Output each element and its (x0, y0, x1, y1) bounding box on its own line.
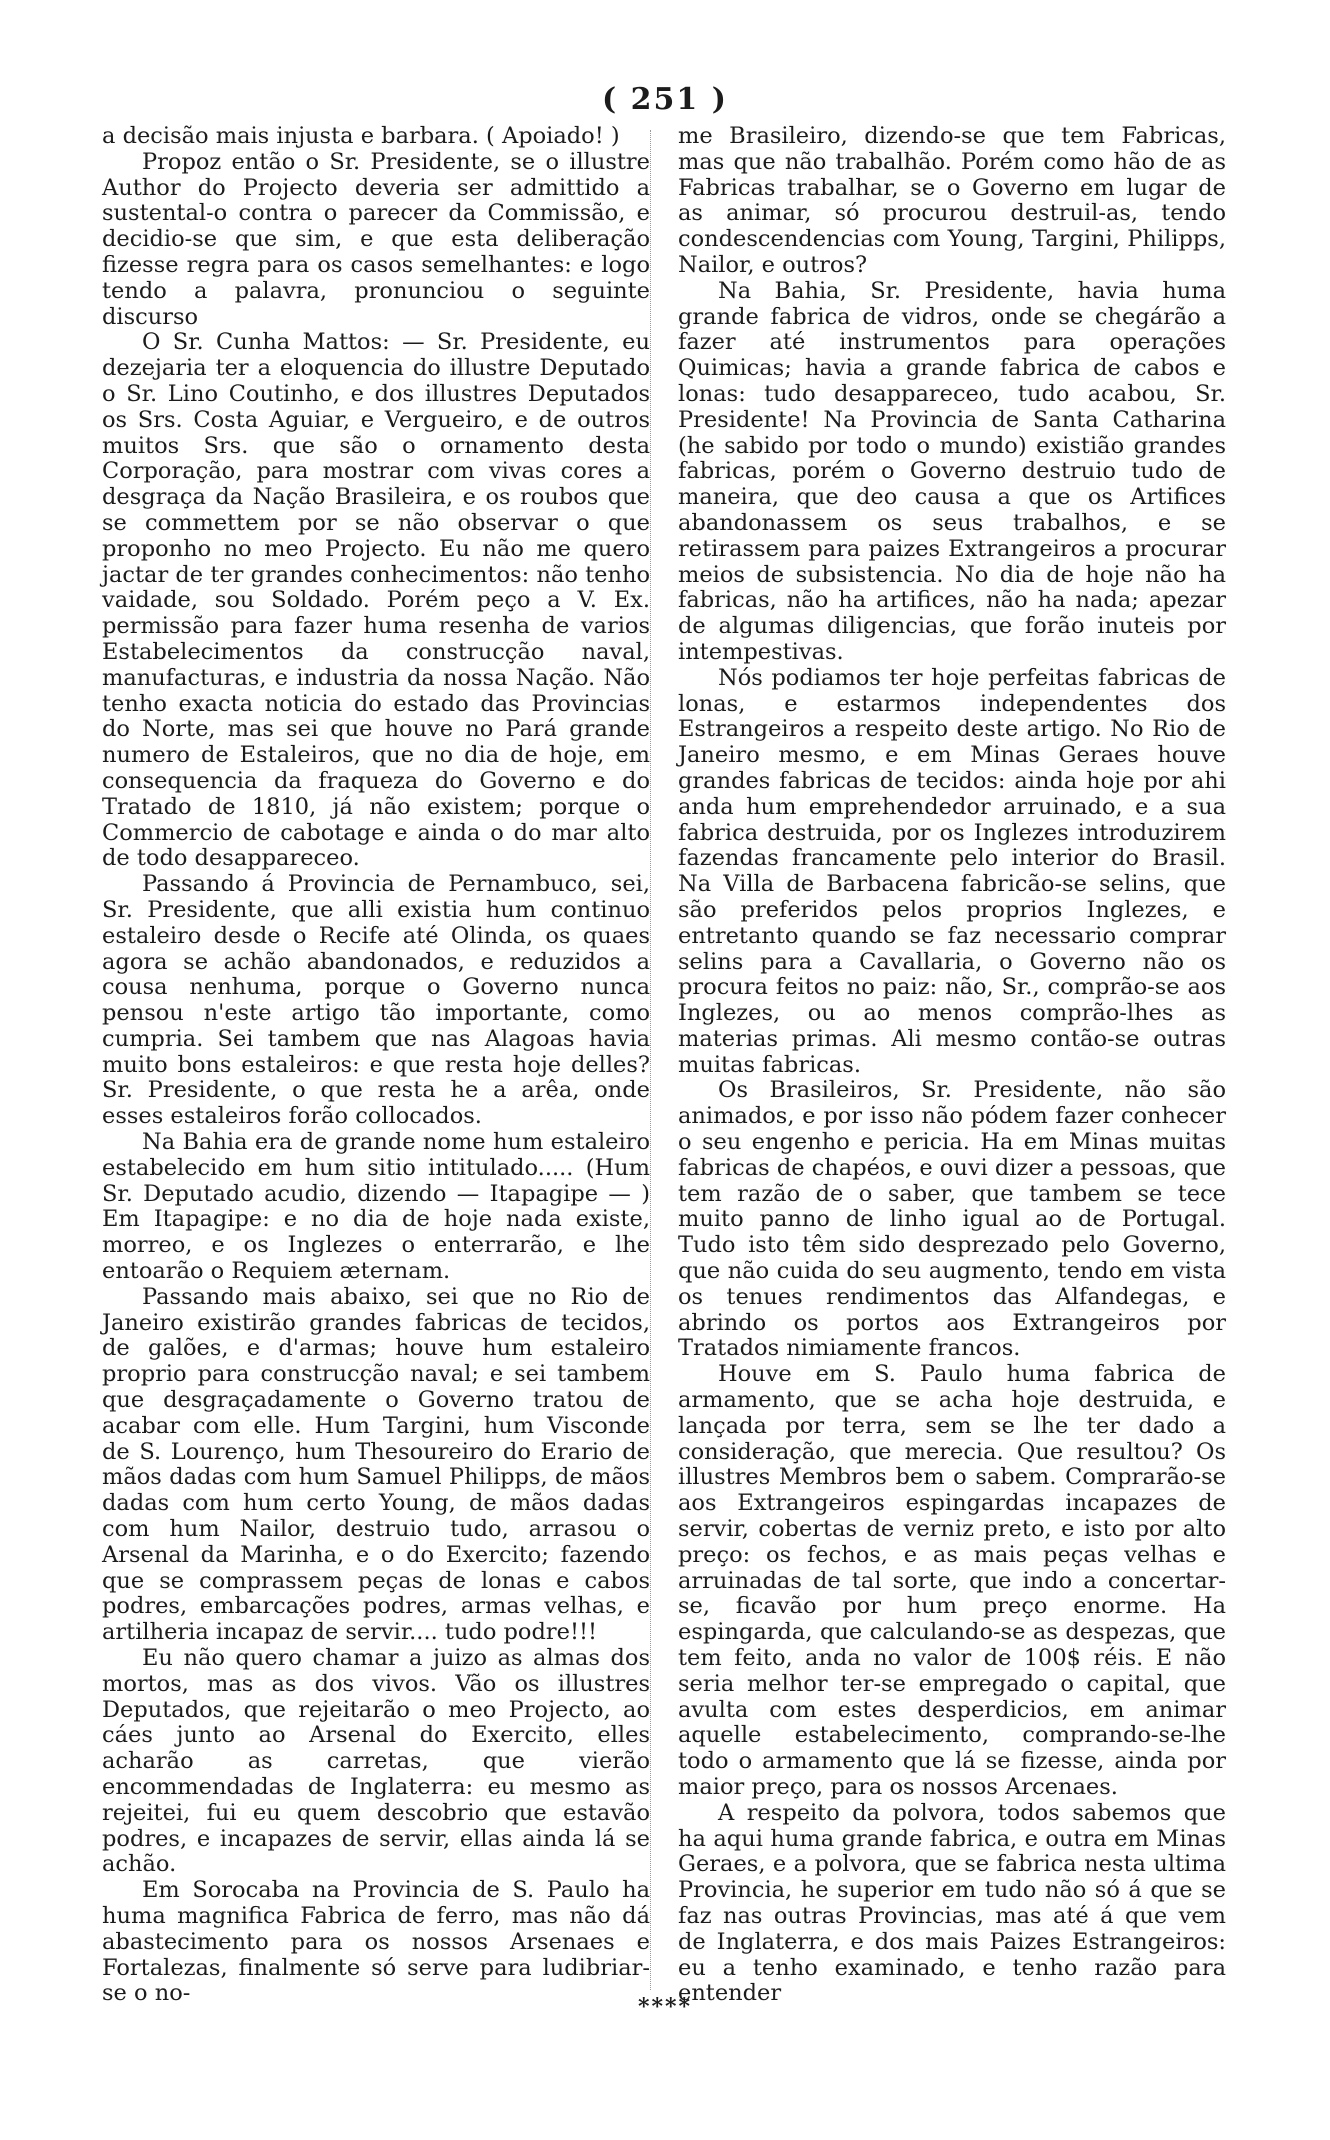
paragraph: Eu não quero chamar a juizo as almas dos mortos, mas as dos vivos. Vão os illustres Deputados, que rejeitarão o meo Projecto, ao cáes junto ao Arsenal do Exercito, elles acharão as carretas, que vierão encommendadas de Inglaterra: eu mesmo as rejeitei, fui eu quem descobrio que estavão podres, e incapazes de servir, ellas ainda lá se achão. (102, 1645, 650, 1878)
paragraph: Na Bahia era de grande nome hum estaleiro estabelecido em hum sitio intitulado..... (Hum Sr. Deputado acudio, dizendo — Itapagipe — ) Em Itapagipe: e no dia de hoje nada existe, morreo, e os Inglezes o enterrarão, e lhe entoarão o Requiem æternam. (102, 1129, 650, 1285)
paragraph: Em Sorocaba na Provincia de S. Paulo ha huma magnifica Fabrica de ferro, mas não dá abastecimento para os nossos Arsenaes e Fortalezas, finalmente só serve para ludibriar-se o no- (102, 1877, 650, 2007)
column-divider (650, 130, 651, 1990)
paragraph: Propoz então o Sr. Presidente, se o illustre Author do Projecto deveria ser admittido a sustental-o contra o parecer da Commissão, e decidio-se que sim, e que esta deliberação fizesse regra para os casos semelhantes: e logo tendo a palavra, pronunciou o seguinte discurso (102, 148, 650, 330)
paragraph: Na Bahia, Sr. Presidente, havia huma grande fabrica de vidros, onde se chegárão a fazer até instrumentos para operações Quimicas; havia a grande fabrica de cabos e lonas: tudo desappareceo, tudo acabou, Sr. Presidente! Na Provincia de Santa Catharina (he sabido por todo o mundo) existião grandes fabricas, porém o Governo destruio tudo de maneira, que deo causa a que os Artifices abandonassem os seus trabalhos, e se retirassem para paizes Extrangeiros a procurar meios de subsistencia. No dia de hoje não ha fabricas, não ha artifices, não ha nada; apezar de algumas diligencias, que forão inuteis por intempestivas. (678, 277, 1226, 665)
left-column (102, 124, 650, 2007)
paragraph: O Sr. Cunha Mattos: — Sr. Presidente, eu dezejaria ter a eloquencia do illustre Deputado o Sr. Lino Coutinho, e dos illustres Deputados os Srs. Costa Aguiar, e Vergueiro, e de outros muitos Srs. que são o ornamento desta Corporação, para mostrar com vivas cores a desgraça da Nação Brasileira, e os roubos que se commettem por se não observar o que proponho no meo Projecto. Eu não me quero jactar de ter grandes conhecimentos: não tenho vaidade, sou Soldado. Porém peço a V. Ex. permissão para fazer huma resenha de varios Estabelecimentos da construcção naval, manufacturas, e industria da nossa Nação. Não tenho exacta noticia do estado das Provincias do Norte, mas sei que houve no Pará grande numero de Estaleiros, que no dia de hoje, em consequencia da fraqueza do Governo e do Tratado de 1810, já não existem; porque o Commercio de cabotage e ainda o do mar alto de todo desappareceo. (102, 329, 650, 872)
paragraph: a decisão mais injusta e barbara. ( Apoiado! ) (102, 123, 620, 149)
paragraph: Passando mais abaixo, sei que no Rio de Janeiro existirão grandes fabricas de tecidos, de galões, e d'armas; houve hum estaleiro proprio para construcção naval; e sei tambem que desgraçadamente o Governo tratou de acabar com elle. Hum Targini, hum Visconde de S. Lourenço, hum Thesoureiro do Erario de mãos dadas com hum Samuel Philipps, de mãos dadas com hum certo Young, de mãos dadas com hum Nailor, destruio tudo, arrasou o Arsenal da Marinha, e o do Exercito; fazendo que se comprassem peças de lonas e cabos podres, embarcações podres, armas velhas, e artilheria incapaz de servir.... tudo podre!!! (102, 1283, 650, 1646)
paragraph: Houve em S. Paulo huma fabrica de armamento, que se acha hoje destruida, e lançada por terra, sem se lhe ter dado a consideração, que merecia. Que resultou? Os illustres Membros bem o sabem. Comprarão-se aos Extrangeiros espingardas incapazes de servir, cobertas de verniz preto, e isto por alto preço: os fechos, e as mais peças velhas e arruinadas de tal sorte, que indo a concertar-se, ficavão por hum preço enorme. Ha espingarda, que calculando-se as despezas, que tem feito, anda no valor de 100$ réis. E não seria melhor ter-se empregado o capital, que avulta com estes desperdicios, em animar aquelle estabelecimento, comprando-se-lhe todo o armamento que lá se fizesse, ainda por maior preço, para os nossos Arcenaes. (678, 1361, 1226, 1800)
paragraph: A respeito da polvora, todos sabemos que ha aqui huma grande fabrica, e outra em Minas Geraes, e a polvora, que se fabrica nesta ultima Provincia, he superior em tudo não só á que se faz nas outras Provincias, mas até á que vem de Inglaterra, e dos mais Paizes Estrangeiros: eu a tenho examinado, e tenho razão para entender (678, 1799, 1226, 2007)
paragraph: Os Brasileiros, Sr. Presidente, não são animados, e por isso não pódem fazer conhecer o seu engenho e pericia. Ha em Minas muitas fabricas de chapéos, e ouvi dizer a pessoas, que tem razão de o saber, que tambem se tece muito panno de linho igual ao de Portugal. Tudo isto têm sido desprezado pelo Governo, que não cuida do seu augmento, tendo em vista os tenues rendimentos das Alfandegas, e abrindo os portos aos Extrangeiros por Tratados nimiamente francos. (678, 1077, 1226, 1362)
right-column (678, 124, 1226, 2007)
paragraph: Nós podiamos ter hoje perfeitas fabricas de lonas, e estarmos independentes dos Estrangeiros a respeito deste artigo. No Rio de Janeiro mesmo, e em Minas Geraes houve grandes fabricas de tecidos: ainda hoje por ahi anda hum emprehendedor arruinado, e a sua fabrica destruida, por os Inglezes introduzirem fazendas francamente pelo interior do Brasil. Na Villa de Barbacena fabricão-se selins, que são preferidos pelos proprios Inglezes, e entretanto quando se faz necessario comprar selins para a Cavallaria, o Governo não os procura feitos no paiz: não, Sr., comprão-se aos Inglezes, ou ao menos comprão-lhes as materias primas. Ali mesmo contão-se outras muitas fabricas. (678, 664, 1226, 1078)
page-number: ( 251 ) (602, 82, 728, 117)
signature-mark: **** (637, 1994, 693, 2020)
paragraph: Passando á Provincia de Pernambuco, sei, Sr. Presidente, que alli existia hum continuo estaleiro desde o Recife até Olinda, os quaes agora se achão abandonados, e reduzidos a cousa nenhuma, porque o Governo nunca pensou n'este artigo tão importante, como cumpria. Sei tambem que nas Alagoas havia muito bons estaleiros: e que resta hoje delles? Sr. Presidente, o que resta he a arêa, onde esses estaleiros forão collocados. (102, 871, 650, 1130)
paragraph: me Brasileiro, dizendo-se que tem Fabricas, mas que não trabalhão. Porém como hão de as Fabricas trabalhar, se o Governo em lugar de as animar, só procurou destruil-as, tendo condescendencias com Young, Targini, Philipps, Nailor, e outros? (678, 123, 1226, 278)
